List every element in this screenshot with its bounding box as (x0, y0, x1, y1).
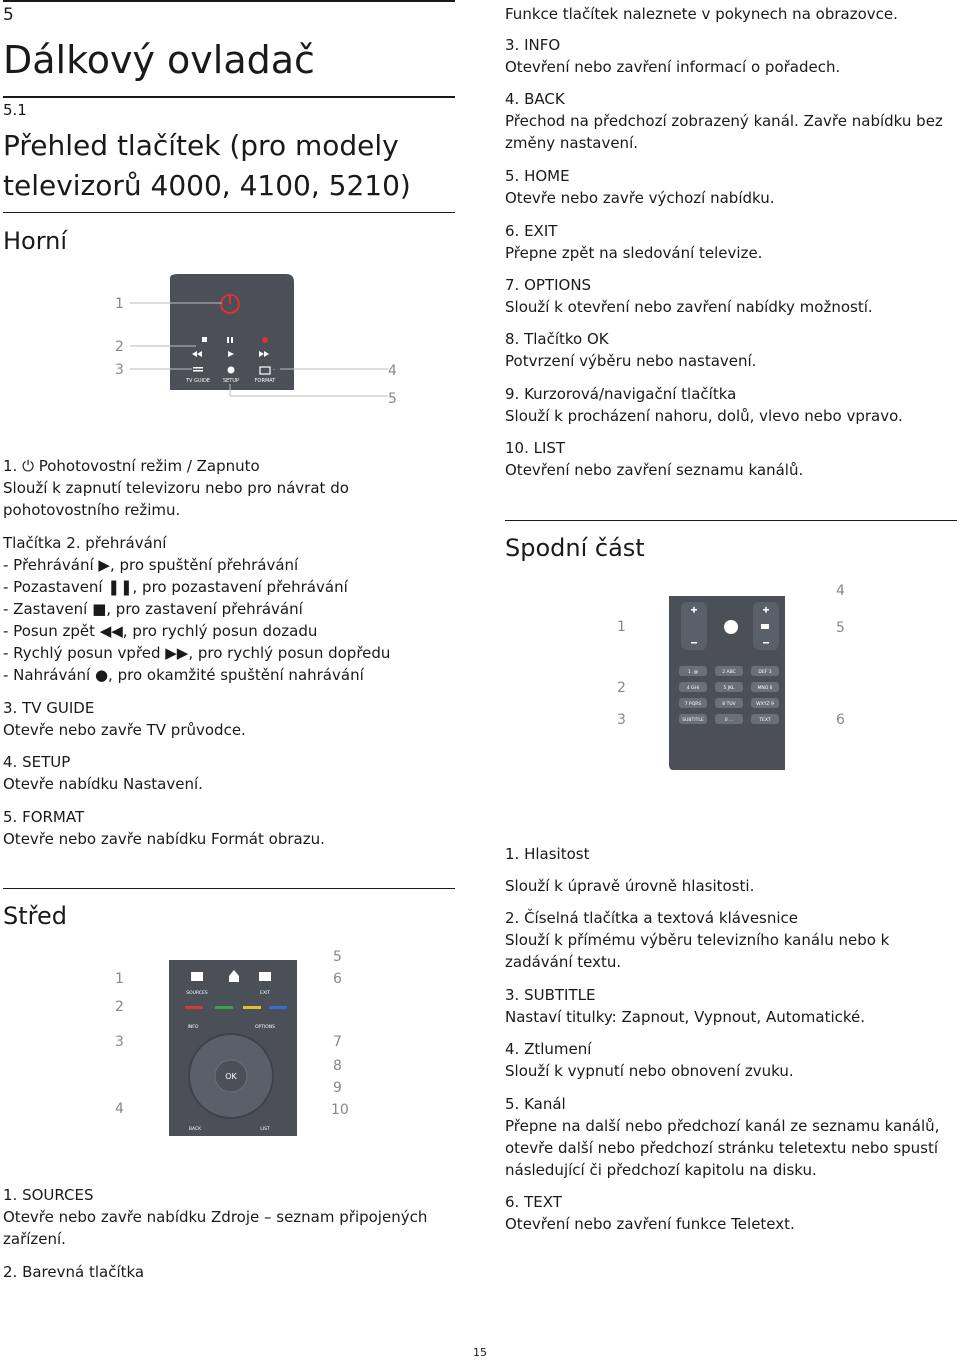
item-title: 8. Tlačítko OK (505, 330, 609, 348)
item-title: 4. BACK (505, 90, 565, 108)
bottom-item-channel (505, 1093, 958, 1181)
item-title: 3. TV GUIDE (3, 699, 95, 717)
key-7: 7 PQRS (684, 702, 702, 707)
item-title: 4. SETUP (3, 753, 71, 771)
item-desc: Otevře nebo zavře výchozí nabídku. (505, 189, 775, 207)
remote-ok-label: OK (225, 1072, 237, 1081)
page-number: 15 (473, 1346, 487, 1359)
bottom-callout-1: 1 (617, 619, 626, 635)
middle-callout-4: 4 (115, 1101, 124, 1117)
middle-callout-10: 10 (331, 1102, 349, 1118)
item-title: 6. EXIT (505, 222, 558, 240)
item-desc: Otevře nebo zavře TV průvodce. (3, 721, 246, 739)
remote-setup-label: SETUP (222, 378, 240, 384)
middle-item-sources (3, 1184, 455, 1250)
top-callout-4: 4 (388, 363, 397, 379)
item-title: 7. OPTIONS (505, 276, 592, 294)
bottom-callout-3: 3 (617, 712, 626, 728)
remote-middle-illustration (163, 958, 303, 1138)
section-rule (3, 96, 455, 98)
key-2: 2 ABC (722, 670, 736, 675)
chapter-rule (3, 0, 455, 2)
item-title: 2. Číselná tlačítka a textová klávesnice (505, 909, 799, 927)
section-title: Přehled tlačítek (pro modely televizorů 4000, 4100, 5210) (3, 129, 411, 202)
right-item-info (505, 34, 958, 78)
top-item-tvguide (3, 697, 455, 741)
middle-callout-8: 8 (333, 1058, 342, 1074)
middle-item-colors (3, 1261, 455, 1283)
playback-line: - Posun zpět ◀◀, pro rychlý posun dozadu (3, 622, 318, 640)
top-item-playback (3, 532, 455, 686)
remote-options-label: OPTIONS (254, 1025, 276, 1030)
item-title: 5. FORMAT (3, 808, 85, 826)
middle-callout-7: 7 (333, 1034, 342, 1050)
item-desc: Přepne na další nebo předchozí kanál ze seznamu kanálů, otevře další nebo předchozí stránku teletextu nebo spustí následující či předchozí kapitolu na disku. (505, 1117, 940, 1179)
item-desc: Otevření nebo zavření informací o pořadech. (505, 58, 841, 76)
top-rule (3, 212, 455, 213)
remote-tvguide-label: TV GUIDE (185, 378, 211, 384)
middle-rule (3, 888, 455, 889)
bottom-heading: Spodní část (505, 534, 645, 562)
top-heading: Horní (3, 227, 68, 255)
remote-exit-label: EXIT (259, 991, 271, 996)
item-desc: Přechod na předchozí zobrazený kanál. Zavře nabídku bez změny nastavení. (505, 112, 943, 152)
middle-callout-3: 3 (115, 1034, 124, 1050)
key-subtitle: SUBTITLE (682, 718, 704, 723)
key-5: 5 JKL (723, 686, 735, 691)
key-3: DEF 3 (758, 670, 772, 675)
key-0: 0 ... (724, 718, 734, 723)
bottom-item-mute (505, 1038, 958, 1082)
item-desc: Otevře nebo zavře nabídku Zdroje – seznam připojených zařízení. (3, 1208, 428, 1248)
item-desc: Přepne zpět na sledování televize. (505, 244, 763, 262)
item-desc: Otevře nabídku Nastavení. (3, 775, 203, 793)
item-desc: Otevře nebo zavře nabídku Formát obrazu. (3, 830, 325, 848)
key-6: MNO 6 (757, 686, 773, 691)
bottom-callout-5: 5 (836, 620, 845, 636)
right-item-home (505, 165, 958, 209)
chapter-number: 5 (3, 5, 14, 25)
item-title: Tlačítka 2. přehrávání (3, 534, 167, 552)
middle-callout-6: 6 (333, 971, 342, 987)
key-1: 1 .@ (687, 670, 699, 675)
middle-callout-2: 2 (115, 999, 124, 1015)
middle-heading: Střed (3, 902, 67, 930)
right-intro: Funkce tlačítek naleznete v pokynech na obrazovce. (505, 5, 898, 23)
key-8: 8 TUV (722, 702, 736, 707)
item-desc: Otevření nebo zavření seznamu kanálů. (505, 461, 804, 479)
right-item-navigation (505, 383, 958, 427)
bottom-callout-2: 2 (617, 680, 626, 696)
key-9: WXYZ 9 (756, 702, 774, 707)
bottom-item-text (505, 1191, 958, 1235)
bottom-item-subtitle (505, 984, 958, 1028)
section-number: 5.1 (3, 101, 27, 119)
middle-callout-9: 9 (333, 1080, 342, 1096)
item-title: 5. HOME (505, 167, 570, 185)
item-desc: Slouží k zapnutí televizoru nebo pro návrat do pohotovostního režimu. (3, 479, 349, 519)
item-desc: Slouží k procházení nahoru, dolů, vlevo nebo vpravo. (505, 407, 903, 425)
item-title: 2. Barevná tlačítka (3, 1263, 145, 1281)
middle-callout-1: 1 (115, 971, 124, 987)
item-title: 5. Kanál (505, 1095, 566, 1113)
right-item-ok (505, 328, 958, 372)
item-title: 1. Hlasitost (505, 845, 590, 863)
top-callout-2: 2 (115, 339, 124, 355)
item-desc: Nastaví titulky: Zapnout, Vypnout, Automatické. (505, 1008, 866, 1026)
item-title: 3. INFO (505, 36, 561, 54)
top-callout-3: 3 (115, 362, 124, 378)
playback-line: - Rychlý posun vpřed ▶▶, pro rychlý posun dopředu (3, 644, 391, 662)
middle-callout-5: 5 (333, 949, 342, 965)
remote-info-label: INFO (187, 1025, 199, 1030)
top-item-setup (3, 751, 455, 795)
item-desc: Slouží k přímému výběru televizního kanálu nebo k zadávání textu. (505, 931, 890, 971)
bottom-item-numeric (505, 907, 958, 973)
item-title: 9. Kurzorová/navigační tlačítka (505, 385, 737, 403)
top-item-format (3, 806, 455, 850)
item-title: 1. ⏻ Pohotovostní režim / Zapnuto (3, 457, 260, 475)
playback-line: - Pozastavení ❚❚, pro pozastavení přehrávání (3, 578, 348, 596)
right-item-options (505, 274, 958, 318)
key-4: 4 GHI (686, 686, 700, 691)
right-item-list (505, 437, 958, 481)
key-text: TEXT (759, 718, 771, 723)
remote-back-label: BACK (188, 1127, 202, 1132)
item-title: 10. LIST (505, 439, 566, 457)
top-item-power (3, 455, 455, 521)
bottom-callout-4: 4 (836, 583, 845, 599)
item-title: 4. Ztlumení (505, 1040, 592, 1058)
right-item-back (505, 88, 958, 154)
remote-list-label: LIST (260, 1127, 270, 1132)
item-desc: Slouží k vypnutí nebo obnovení zvuku. (505, 1062, 794, 1080)
bottom-rule (505, 520, 957, 521)
item-title: 1. SOURCES (3, 1186, 94, 1204)
playback-line: - Přehrávání ▶, pro spuštění přehrávání (3, 556, 299, 574)
item-desc: Otevření nebo zavření funkce Teletext. (505, 1215, 795, 1233)
right-item-exit (505, 220, 958, 264)
chapter-title: Dálkový ovladač (3, 38, 315, 82)
item-desc: Potvrzení výběru nebo nastavení. (505, 352, 757, 370)
remote-format-label: FORMAT (254, 378, 276, 384)
playback-line: - Zastavení ■, pro zastavení přehrávání (3, 600, 303, 618)
item-title: 3. SUBTITLE (505, 986, 596, 1004)
playback-line: - Nahrávání ●, pro okamžité spuštění nahrávání (3, 666, 364, 684)
remote-top-illustration (108, 272, 408, 412)
item-desc: Slouží k otevření nebo zavření nabídky možností. (505, 298, 873, 316)
bottom-item-volume (505, 843, 958, 897)
remote-sources-label: SOURCES (186, 991, 208, 996)
item-title: 6. TEXT (505, 1193, 562, 1211)
top-callout-5: 5 (388, 391, 397, 407)
item-desc: Slouží k úpravě úrovně hlasitosti. (505, 877, 755, 895)
bottom-callout-6: 6 (836, 712, 845, 728)
remote-bottom-illustration (665, 592, 795, 774)
top-callout-1: 1 (115, 296, 124, 312)
